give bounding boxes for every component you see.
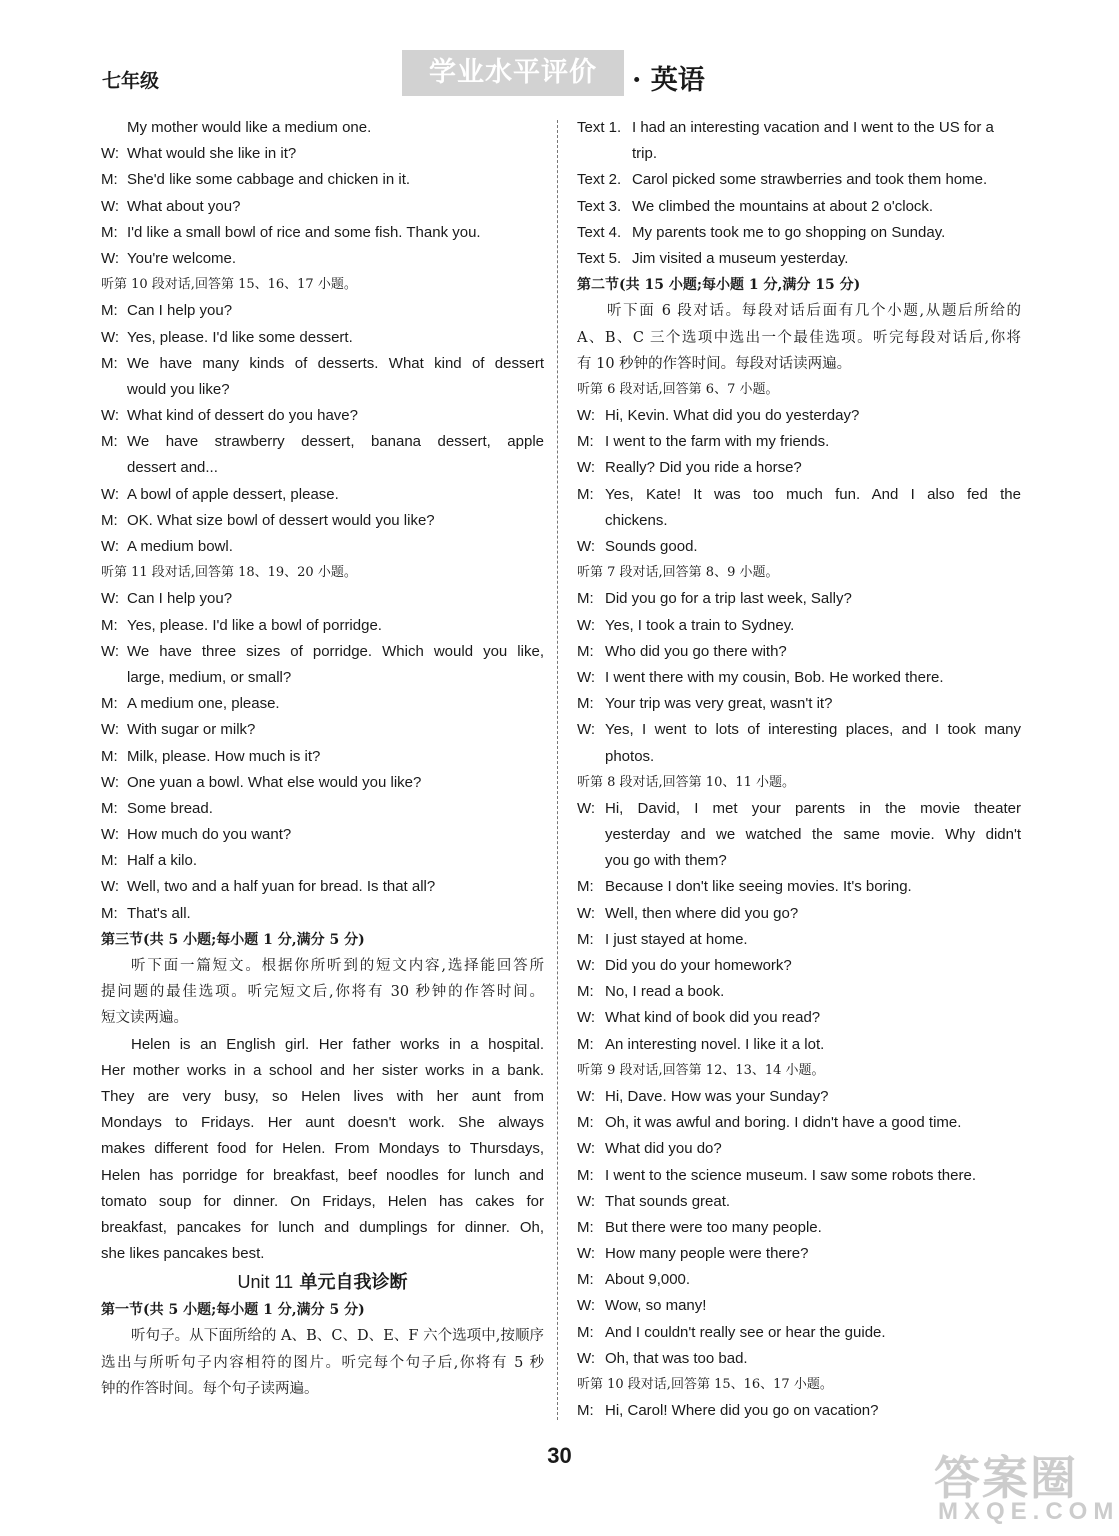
line-text: Well, two and a half yuan for bread. Is that all? bbox=[127, 878, 436, 896]
speaker-label: M: bbox=[577, 1166, 594, 1184]
line-text: Did you do your homework? bbox=[605, 957, 792, 974]
speaker-label: W: bbox=[577, 616, 596, 634]
line-text: Wow, so many! bbox=[605, 1297, 707, 1315]
dialogue-line bbox=[101, 796, 544, 822]
text-item bbox=[577, 220, 1021, 246]
speaker-label: W: bbox=[577, 721, 596, 739]
line-text: Can I help you? bbox=[127, 590, 233, 608]
line-text: Milk, please. How much is it? bbox=[127, 747, 321, 765]
dialogue-line bbox=[577, 979, 1021, 1005]
speaker-label: M: bbox=[577, 1218, 594, 1236]
line-text: Well, then where did you go? bbox=[605, 904, 799, 922]
instruction-paragraph-line: 提问题的最佳选项。听完短文后,你将有 30 秒钟的作答时间。 bbox=[101, 984, 544, 1001]
line-text: Hi, Kevin. What did you do yesterday? bbox=[605, 407, 860, 425]
speaker-label: M: bbox=[101, 433, 118, 451]
line-text: I went to the science museum. I saw some robots there. bbox=[605, 1166, 977, 1184]
unit-title: 单元自我诊断 bbox=[293, 1272, 408, 1294]
speaker-label: M: bbox=[101, 852, 118, 870]
section-heading: 第一节(共 5 小题;每小题 1 分,满分 5 分) bbox=[101, 1302, 365, 1319]
dialogue-line bbox=[101, 848, 544, 874]
page-number: 30 bbox=[547, 1443, 572, 1468]
dialogue-line bbox=[577, 1136, 1021, 1162]
dialogue-line bbox=[101, 351, 544, 377]
speaker-label: W: bbox=[101, 538, 120, 555]
unit-number: Unit 11 bbox=[237, 1272, 294, 1293]
line-text: That sounds great. bbox=[605, 1192, 731, 1210]
speaker-label: W: bbox=[101, 642, 120, 660]
speaker-label: W: bbox=[577, 1087, 596, 1105]
speaker-label: M: bbox=[101, 223, 118, 241]
speaker-label: W: bbox=[577, 459, 596, 477]
watermark-url: MXQE.COM bbox=[938, 1498, 1119, 1525]
line-text: Carol picked some strawberries and took them home. bbox=[632, 171, 988, 189]
speaker-label: M: bbox=[101, 511, 118, 529]
speaker-label: M: bbox=[101, 747, 118, 765]
instruction-paragraph-line: 有 10 秒钟的作答时间。每段对话读两遍。 bbox=[577, 355, 852, 372]
speaker-label: W: bbox=[577, 538, 596, 555]
dialogue-line bbox=[577, 927, 1021, 953]
passage-line: Helen is an English girl. Her father works in a hospital. bbox=[131, 1035, 544, 1053]
speaker-label: M: bbox=[577, 433, 594, 451]
left-column bbox=[101, 115, 544, 1402]
dialogue-line bbox=[577, 534, 1021, 560]
line-text: Jim visited a museum yesterday. bbox=[632, 249, 849, 267]
speaker-label: W: bbox=[101, 878, 120, 896]
dialogue-line bbox=[577, 1163, 1021, 1189]
speaker-label: M: bbox=[101, 302, 118, 320]
text-number: Text 5. bbox=[577, 249, 622, 267]
line-text: Can I help you? bbox=[127, 302, 233, 320]
dialogue-line bbox=[577, 613, 1021, 639]
line-text: What would she like in it? bbox=[127, 145, 297, 163]
speaker-label: W: bbox=[577, 904, 596, 922]
instruction-paragraph-line: 听下面一篇短文。根据你所听到的短文内容,选择能回答所 bbox=[131, 958, 544, 974]
right-column bbox=[577, 115, 1021, 1424]
dialogue-line bbox=[577, 717, 1021, 743]
instruction-paragraph-line: 听句子。从下面所给的 A、B、C、D、E、F 六个选项中,按顺序 bbox=[131, 1328, 544, 1345]
line-text: About 9,000. bbox=[605, 1271, 691, 1289]
dialogue-line bbox=[577, 1293, 1021, 1319]
line-text: Some bread. bbox=[127, 799, 213, 817]
dialogue-instruction: 听第 10 段对话,回答第 15、16、17 小题。 bbox=[101, 277, 357, 293]
line-text: I went to the farm with my friends. bbox=[605, 433, 830, 451]
line-text: What about you? bbox=[127, 197, 241, 215]
dialogue-instruction: 听第 8 段对话,回答第 10、11 小题。 bbox=[577, 774, 796, 790]
line-text: What kind of dessert do you have? bbox=[127, 407, 358, 425]
dialogue-instruction: 听第 10 段对话,回答第 15、16、17 小题。 bbox=[577, 1377, 833, 1392]
continuation-line: would you like? bbox=[127, 380, 230, 398]
continuation-line: large, medium, or small? bbox=[127, 668, 292, 686]
line-text: No, I read a book. bbox=[605, 983, 725, 1001]
line-text: Sounds good. bbox=[605, 538, 698, 555]
continuation-line: yesterday and we watched the same movie. Why didn't bbox=[605, 826, 1021, 844]
speaker-label: W: bbox=[577, 1349, 596, 1367]
instruction-paragraph-line: 听下面 6 段对话。每段对话后面有几个小题,从题后所给的 bbox=[607, 303, 1021, 320]
page-header bbox=[0, 0, 1119, 110]
speaker-label: M: bbox=[577, 930, 594, 948]
continuation-line: My mother would like a medium one. bbox=[127, 119, 372, 136]
line-text: One yuan a bowl. What else would you like? bbox=[127, 773, 422, 791]
dialogue-line bbox=[577, 403, 1021, 429]
line-text: We have many kinds of desserts. What kind of dessert bbox=[127, 354, 544, 372]
text-item bbox=[577, 194, 1021, 220]
dialogue-line bbox=[101, 194, 544, 220]
line-text: Hi, David, I met your parents in the movie theater bbox=[605, 799, 1021, 817]
passage-line: tomato soup for dinner. On Fridays, Helen has cakes for bbox=[101, 1192, 544, 1210]
speaker-label: M: bbox=[577, 642, 594, 660]
speaker-label: M: bbox=[577, 878, 594, 896]
line-text: A medium bowl. bbox=[127, 538, 233, 555]
line-text: Yes, please. I'd like a bowl of porridge. bbox=[127, 616, 382, 634]
dialogue-line bbox=[577, 429, 1021, 455]
unit-heading bbox=[101, 1267, 544, 1297]
instruction-paragraph-line: A、B、C 三个选项中选出一个最佳选项。听完每段对话后,你将 bbox=[577, 329, 1021, 346]
dialogue-line bbox=[577, 691, 1021, 717]
dialogue-line bbox=[101, 220, 544, 246]
passage-line: Mondays to Fridays. Her aunt doesn't work. She always bbox=[101, 1114, 544, 1132]
speaker-label: M: bbox=[577, 695, 594, 713]
speaker-label: W: bbox=[101, 773, 120, 791]
dialogue-line bbox=[577, 482, 1021, 508]
dialogue-line bbox=[577, 953, 1021, 979]
text-item bbox=[577, 246, 1021, 272]
continuation-line: photos. bbox=[605, 747, 655, 765]
text-item bbox=[577, 115, 1021, 141]
section-heading: 第三节(共 5 小题;每小题 1 分,满分 5 分) bbox=[101, 931, 365, 948]
line-text: My parents took me to go shopping on Sunday. bbox=[632, 223, 946, 241]
speaker-label: W: bbox=[577, 1192, 596, 1210]
continuation-line: you go with them? bbox=[605, 852, 727, 870]
dialogue-line bbox=[101, 508, 544, 534]
text-number: Text 2. bbox=[577, 171, 622, 189]
continuation-line: chickens. bbox=[605, 511, 668, 529]
dialogue-line bbox=[101, 639, 544, 665]
line-text: And I couldn't really see or hear the guide. bbox=[605, 1323, 886, 1341]
dialogue-line bbox=[577, 1267, 1021, 1293]
dialogue-line bbox=[101, 482, 544, 508]
column-divider bbox=[557, 120, 558, 1420]
line-text: Did you go for a trip last week, Sally? bbox=[605, 590, 852, 608]
section-heading: 第二节(共 15 小题;每小题 1 分,满分 15 分) bbox=[577, 277, 861, 294]
speaker-label: W: bbox=[101, 721, 120, 739]
passage-line: Helen has porridge for breakfast, beef noodles for lunch and bbox=[101, 1166, 544, 1184]
speaker-label: W: bbox=[101, 485, 120, 503]
line-text: That's all. bbox=[127, 904, 191, 922]
line-text: How many people were there? bbox=[605, 1245, 809, 1263]
subject-label: · 英语 bbox=[632, 65, 705, 96]
speaker-label: M: bbox=[577, 485, 594, 503]
speaker-label: M: bbox=[577, 1323, 594, 1341]
dialogue-line bbox=[577, 901, 1021, 927]
line-text: Oh, that was too bad. bbox=[605, 1349, 748, 1367]
passage-line: Her mother works in a school and her sister works in a bank. bbox=[101, 1061, 544, 1079]
passage-line: makes different food for Helen. From Mondays to Thursdays, bbox=[101, 1140, 544, 1158]
passage-line: she likes pancakes best. bbox=[101, 1245, 265, 1263]
dialogue-line bbox=[577, 1241, 1021, 1267]
dialogue-line bbox=[101, 141, 544, 167]
speaker-label: W: bbox=[101, 407, 120, 425]
line-text: Hi, Carol! Where did you go on vacation? bbox=[605, 1402, 879, 1420]
speaker-label: M: bbox=[577, 1114, 594, 1132]
speaker-label: M: bbox=[577, 1402, 594, 1420]
dialogue-line bbox=[577, 1320, 1021, 1346]
line-text: Yes, I took a train to Sydney. bbox=[605, 616, 795, 634]
dialogue-line bbox=[101, 770, 544, 796]
line-text: What kind of book did you read? bbox=[605, 1009, 821, 1027]
dialogue-line bbox=[577, 455, 1021, 481]
line-text: I went there with my cousin, Bob. He worked there. bbox=[605, 668, 944, 686]
line-text: Yes, please. I'd like some dessert. bbox=[127, 328, 353, 346]
speaker-label: W: bbox=[577, 1297, 596, 1315]
speaker-label: W: bbox=[101, 826, 120, 844]
dialogue-line bbox=[101, 717, 544, 743]
dialogue-line bbox=[577, 1215, 1021, 1241]
speaker-label: W: bbox=[577, 799, 596, 817]
speaker-label: W: bbox=[577, 1245, 596, 1263]
line-text: With sugar or milk? bbox=[127, 721, 256, 739]
speaker-label: W: bbox=[101, 249, 120, 267]
dialogue-line bbox=[101, 874, 544, 900]
speaker-label: W: bbox=[577, 1140, 596, 1158]
line-text: Who did you go there with? bbox=[605, 642, 787, 660]
instruction-paragraph-line: 短文读两遍。 bbox=[101, 1010, 188, 1027]
line-text: Half a kilo. bbox=[127, 852, 198, 870]
text-number: Text 1. bbox=[577, 119, 622, 136]
line-text: An interesting novel. I like it a lot. bbox=[605, 1035, 825, 1053]
passage-line: breakfast, pancakes for lunch and dumplings for dinner. Oh, bbox=[101, 1218, 544, 1236]
line-text: Because I don't like seeing movies. It's boring. bbox=[605, 878, 912, 896]
instruction-paragraph-line: 选出与所听句子内容相符的图片。听完每个句子后,你将有 5 秒 bbox=[101, 1354, 544, 1371]
dialogue-line bbox=[577, 1110, 1021, 1136]
dialogue-line bbox=[101, 167, 544, 193]
line-text: A bowl of apple dessert, please. bbox=[127, 485, 339, 503]
speaker-label: M: bbox=[101, 616, 118, 634]
speaker-label: W: bbox=[577, 957, 596, 974]
dialogue-instruction: 听第 7 段对话,回答第 8、9 小题。 bbox=[577, 565, 779, 581]
line-text: We have strawberry dessert, banana dessert, apple bbox=[127, 433, 544, 451]
line-text: I had an interesting vacation and I went to the US for a bbox=[632, 119, 994, 136]
dialogue-line bbox=[577, 1005, 1021, 1031]
line-text: You're welcome. bbox=[127, 249, 237, 267]
dialogue-line bbox=[101, 298, 544, 324]
speaker-label: W: bbox=[577, 1009, 596, 1027]
dialogue-line bbox=[101, 691, 544, 717]
speaker-label: M: bbox=[101, 354, 118, 372]
passage-line: They are very busy, so Helen lives with her aunt from bbox=[101, 1087, 544, 1105]
line-text: We climbed the mountains at about 2 o'clock. bbox=[632, 197, 934, 215]
speaker-label: M: bbox=[577, 590, 594, 608]
line-text: What did you do? bbox=[605, 1140, 722, 1158]
speaker-label: W: bbox=[577, 668, 596, 686]
speaker-label: M: bbox=[101, 799, 118, 817]
dialogue-instruction: 听第 6 段对话,回答第 6、7 小题。 bbox=[577, 381, 779, 397]
speaker-label: M: bbox=[577, 983, 594, 1001]
speaker-label: M: bbox=[577, 1271, 594, 1289]
dialogue-line bbox=[101, 534, 544, 560]
speaker-label: W: bbox=[101, 590, 120, 608]
dialogue-line bbox=[101, 429, 544, 455]
dialogue-line bbox=[577, 1084, 1021, 1110]
continuation-line: trip. bbox=[632, 145, 658, 163]
dialogue-line bbox=[577, 1398, 1021, 1424]
line-text: But there were too many people. bbox=[605, 1218, 822, 1236]
line-text: We have three sizes of porridge. Which would you like, bbox=[127, 642, 544, 660]
dialogue-line bbox=[101, 822, 544, 848]
line-text: Oh, it was awful and boring. I didn't have a good time. bbox=[605, 1114, 962, 1132]
instruction-paragraph-line: 钟的作答时间。每个句子读两遍。 bbox=[101, 1380, 319, 1397]
dialogue-line bbox=[101, 325, 544, 351]
dialogue-line bbox=[101, 403, 544, 429]
dialogue-line bbox=[101, 744, 544, 770]
dialogue-line bbox=[577, 1346, 1021, 1372]
grade-label: 七年级 bbox=[102, 70, 160, 92]
dialogue-line bbox=[101, 901, 544, 927]
speaker-label: M: bbox=[101, 171, 118, 189]
dialogue-line bbox=[577, 874, 1021, 900]
dialogue-line bbox=[577, 665, 1021, 691]
line-text: Really? Did you ride a horse? bbox=[605, 459, 802, 477]
text-item bbox=[577, 167, 1021, 193]
speaker-label: M: bbox=[101, 904, 118, 922]
line-text: A medium one, please. bbox=[127, 695, 280, 713]
dialogue-instruction: 听第 11 段对话,回答第 18、19、20 小题。 bbox=[101, 565, 357, 581]
dialogue-line bbox=[101, 246, 544, 272]
text-number: Text 3. bbox=[577, 197, 622, 215]
speaker-label: W: bbox=[101, 328, 120, 346]
dialogue-line bbox=[577, 1032, 1021, 1058]
dialogue-instruction: 听第 9 段对话,回答第 12、13、14 小题。 bbox=[577, 1062, 825, 1078]
line-text: Your trip was very great, wasn't it? bbox=[605, 695, 833, 713]
line-text: How much do you want? bbox=[127, 826, 292, 844]
book-title-banner: 学业水平评价 bbox=[402, 50, 624, 96]
line-text: Yes, Kate! It was too much fun. And I also fed the bbox=[605, 485, 1021, 503]
watermark-logo bbox=[930, 1442, 1119, 1532]
speaker-label: W: bbox=[577, 407, 596, 425]
continuation-line: dessert and... bbox=[127, 459, 218, 477]
speaker-label: M: bbox=[101, 695, 118, 713]
line-text: Hi, Dave. How was your Sunday? bbox=[605, 1087, 829, 1105]
line-text: She'd like some cabbage and chicken in it. bbox=[127, 171, 411, 189]
line-text: I'd like a small bowl of rice and some fish. Thank you. bbox=[127, 223, 481, 241]
dialogue-line bbox=[577, 639, 1021, 665]
line-text: OK. What size bowl of dessert would you like? bbox=[127, 511, 435, 529]
dialogue-line bbox=[577, 586, 1021, 612]
line-text: I just stayed at home. bbox=[605, 930, 748, 948]
speaker-label: M: bbox=[577, 1035, 594, 1053]
dialogue-line bbox=[101, 613, 544, 639]
speaker-label: W: bbox=[101, 197, 120, 215]
speaker-label: W: bbox=[101, 145, 120, 163]
line-text: Yes, I went to lots of interesting places, and I took many bbox=[605, 721, 1021, 739]
dialogue-line bbox=[101, 586, 544, 612]
dialogue-line bbox=[577, 796, 1021, 822]
watermark-text: 答案圈 bbox=[934, 1451, 1078, 1505]
dialogue-line bbox=[577, 1189, 1021, 1215]
text-number: Text 4. bbox=[577, 223, 622, 241]
